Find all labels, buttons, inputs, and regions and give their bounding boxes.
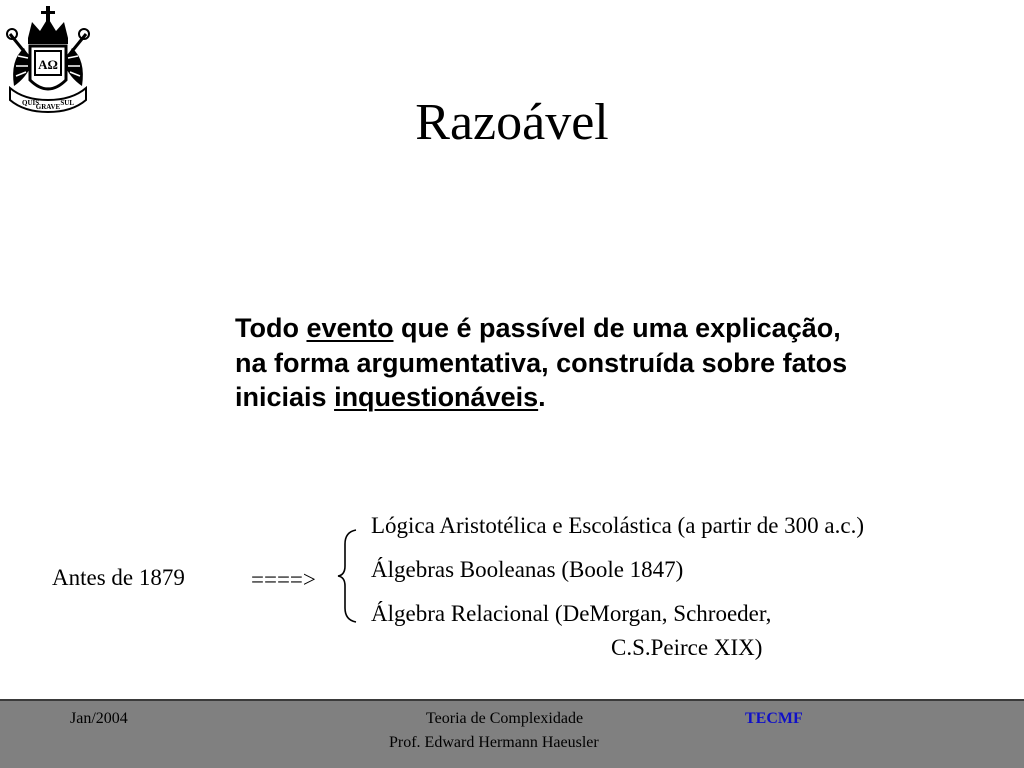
definition-text <box>235 311 875 415</box>
svg-text:AΩ: AΩ <box>38 57 58 72</box>
seal-motto-center: GRAVE <box>35 103 61 111</box>
slide-footer <box>0 699 1024 768</box>
slide-title: Razoável <box>415 94 609 151</box>
term-evento: evento <box>306 313 394 343</box>
footer-tag: TECMF <box>745 710 803 727</box>
definition-part-3: . <box>538 382 546 412</box>
term-inquestionaveis: inquestionáveis <box>334 382 539 412</box>
footer-date: Jan/2004 <box>70 710 128 727</box>
left-brace-icon <box>336 528 360 624</box>
implication-arrow: ====> <box>251 567 316 592</box>
definition-part-2: que é passível de uma explicação, na forma argumentativa, construída sobre fatos iniciais <box>235 313 848 412</box>
history-item-3: Álgebra Relacional (DeMorgan, Schroeder, <box>371 601 772 626</box>
period-label: Antes de 1879 <box>52 565 185 590</box>
seal-motto-right: SUL <box>60 99 74 107</box>
history-item-2: Álgebras Booleanas (Boole 1847) <box>371 557 684 582</box>
history-item-3-continuation: C.S.Peirce XIX) <box>611 635 763 660</box>
footer-professor: Prof. Edward Hermann Haeusler <box>389 734 599 751</box>
history-item-1: Lógica Aristotélica e Escolástica (a partir de 300 a.c.) <box>371 513 865 538</box>
seal-motto-left: QUIS <box>22 99 40 107</box>
footer-course: Teoria de Complexidade <box>426 710 584 727</box>
definition-part-1: Todo <box>235 313 307 343</box>
